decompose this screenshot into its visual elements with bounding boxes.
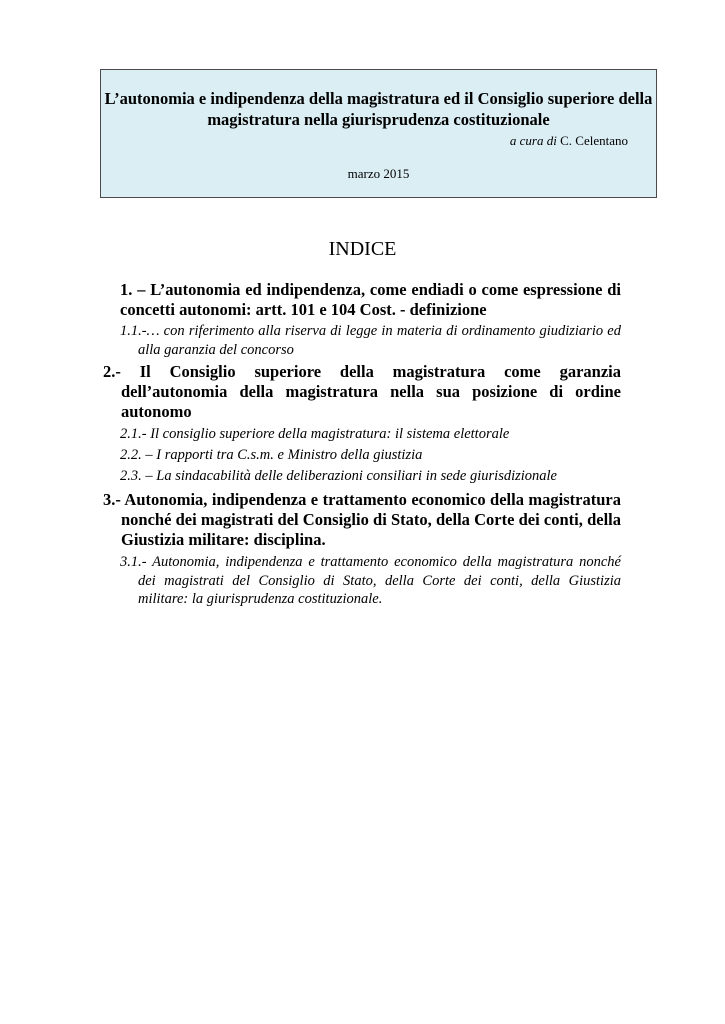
index-entry-2-3: 2.3. – La sindacabilità delle deliberazioni consiliari in sede giurisdizionale: [120, 468, 557, 484]
index-entry-3: 3.- Autonomia, indipendenza e trattamento economico della magistratura nonché dei magistrati del Consiglio di Stato, della Corte dei conti, della Giustizia militare: disciplina.: [103, 490, 621, 549]
index-entry-1-1: 1.1.-… con riferimento alla riserva di legge in materia di ordinamento giudiziario ed alla garanzia del concorso: [120, 323, 621, 358]
index-entry-2-2: 2.2. – I rapporti tra C.s.m. e Ministro della giustizia: [120, 447, 423, 463]
curator-name: C. Celentano: [560, 133, 628, 148]
index-entry-3-1: 3.1.- Autonomia, indipendenza e trattamento economico della magistratura nonché dei magistrati del Consiglio di Stato, della Corte dei conti, della Giustizia militare: la giurisprudenza costituzionale.: [120, 554, 621, 607]
title-box: [100, 69, 657, 198]
document-title: L’autonomia e indipendenza della magistratura ed il Consiglio superiore della magistratura nella giurisprudenza costituzionale: [104, 89, 653, 129]
document-date: marzo 2015: [347, 166, 410, 181]
index-entry-2: 2.- Il Consiglio superiore della magistratura come garanzia dell’autonomia della magistratura nella sua posizione di ordine autonomo: [103, 362, 621, 421]
curator-line: [510, 133, 628, 149]
curator-prefix: a cura di: [509, 133, 557, 148]
index-heading: INDICE: [328, 238, 397, 260]
index-entry-2-1: 2.1.- Il consiglio superiore della magistratura: il sistema elettorale: [120, 426, 510, 442]
index-entry-1: 1. – L’autonomia ed indipendenza, come endiadi o come espressione di concetti autonomi: artt. 101 e 104 Cost. - definizione: [120, 280, 621, 319]
